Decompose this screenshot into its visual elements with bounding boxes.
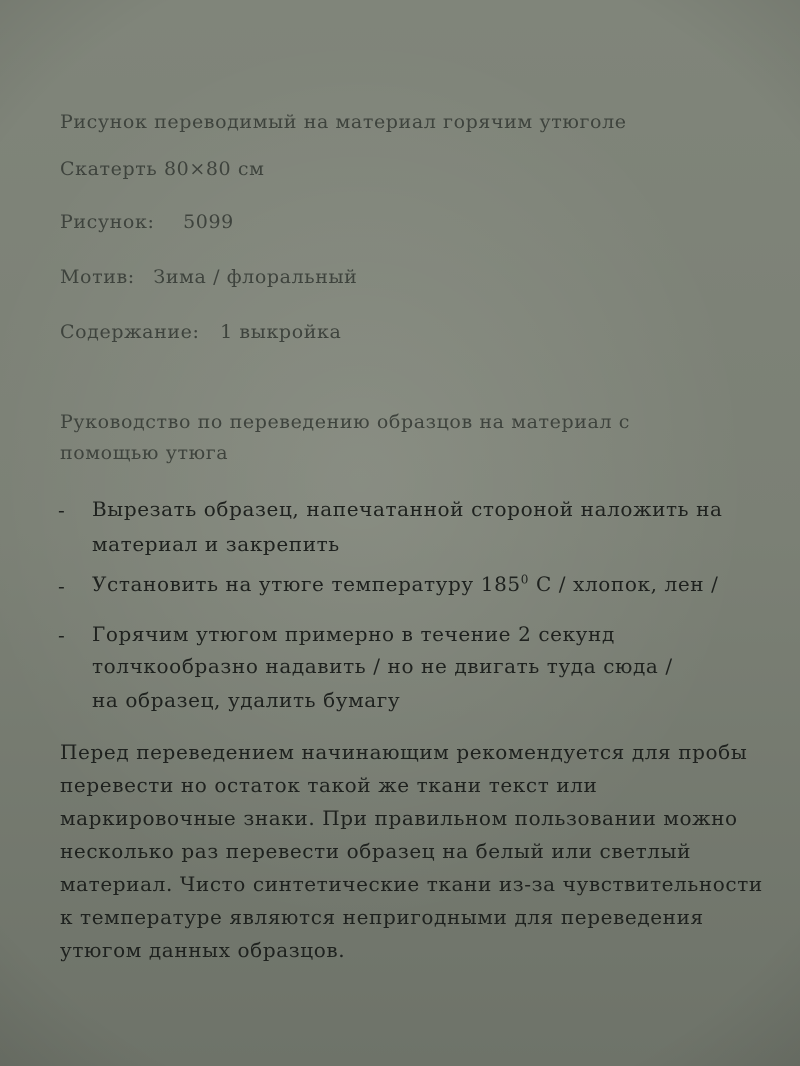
drawing-number — [60, 210, 234, 234]
note-line-1: Перед переведением начинающим рекомендуется для пробы — [60, 740, 748, 764]
header-line-2: Скатерть 80×80 см — [60, 158, 265, 180]
step-3-bullet: - — [58, 623, 65, 647]
note-line-6: к температуре являются непригодными для переведения — [60, 905, 704, 929]
step-1-line-2: материал и закрепить — [92, 532, 340, 556]
guide-title-line-1: Руководство по переведению образцов на материал с — [60, 411, 631, 433]
step-3-line-1: Горячим утюгом примерно в течение 2 секунд — [92, 622, 615, 646]
motif-label: Мотив: — [60, 266, 135, 288]
content-value: 1 выкройка — [220, 321, 342, 343]
step-3-line-3: на образец, удалить бумагу — [92, 688, 401, 712]
step-2-bullet: - — [58, 574, 65, 598]
step-2-text-end: С / хлопок, лен / — [528, 572, 719, 596]
step-1-bullet: - — [58, 498, 65, 522]
motif — [60, 265, 357, 289]
note-line-4: несколько раз перевести образец на белый или светлый — [60, 839, 692, 863]
header-line-1: Рисунок переводимый на материал горячим утюголе — [60, 111, 627, 133]
note-line-3: маркировочные знаки. При правильном пользовании можно — [60, 806, 738, 830]
step-1-line-1: Вырезать образец, напечатанной стороной наложить на — [92, 497, 723, 521]
content — [60, 320, 341, 344]
step-2-line — [92, 572, 718, 596]
degree-sign: 0 — [520, 572, 529, 587]
drawing-label: Рисунок: — [60, 211, 155, 233]
note-line-2: перевести но остаток такой же ткани текст или — [60, 773, 598, 797]
step-3-line-2: толчкообразно надавить / но не двигать туда сюда / — [92, 654, 673, 678]
content-label: Содержание: — [60, 321, 200, 343]
drawing-value: 5099 — [183, 211, 234, 233]
guide-title-line-2: помощью утюга — [60, 442, 229, 464]
note-line-7: утюгом данных образцов. — [60, 938, 346, 962]
note-line-5: материал. Чисто синтетические ткани из-за чувствительности — [60, 872, 763, 896]
motif-value: Зима / флоральный — [153, 266, 358, 288]
step-2-text: Установить на утюге температуру 185 — [92, 572, 521, 596]
